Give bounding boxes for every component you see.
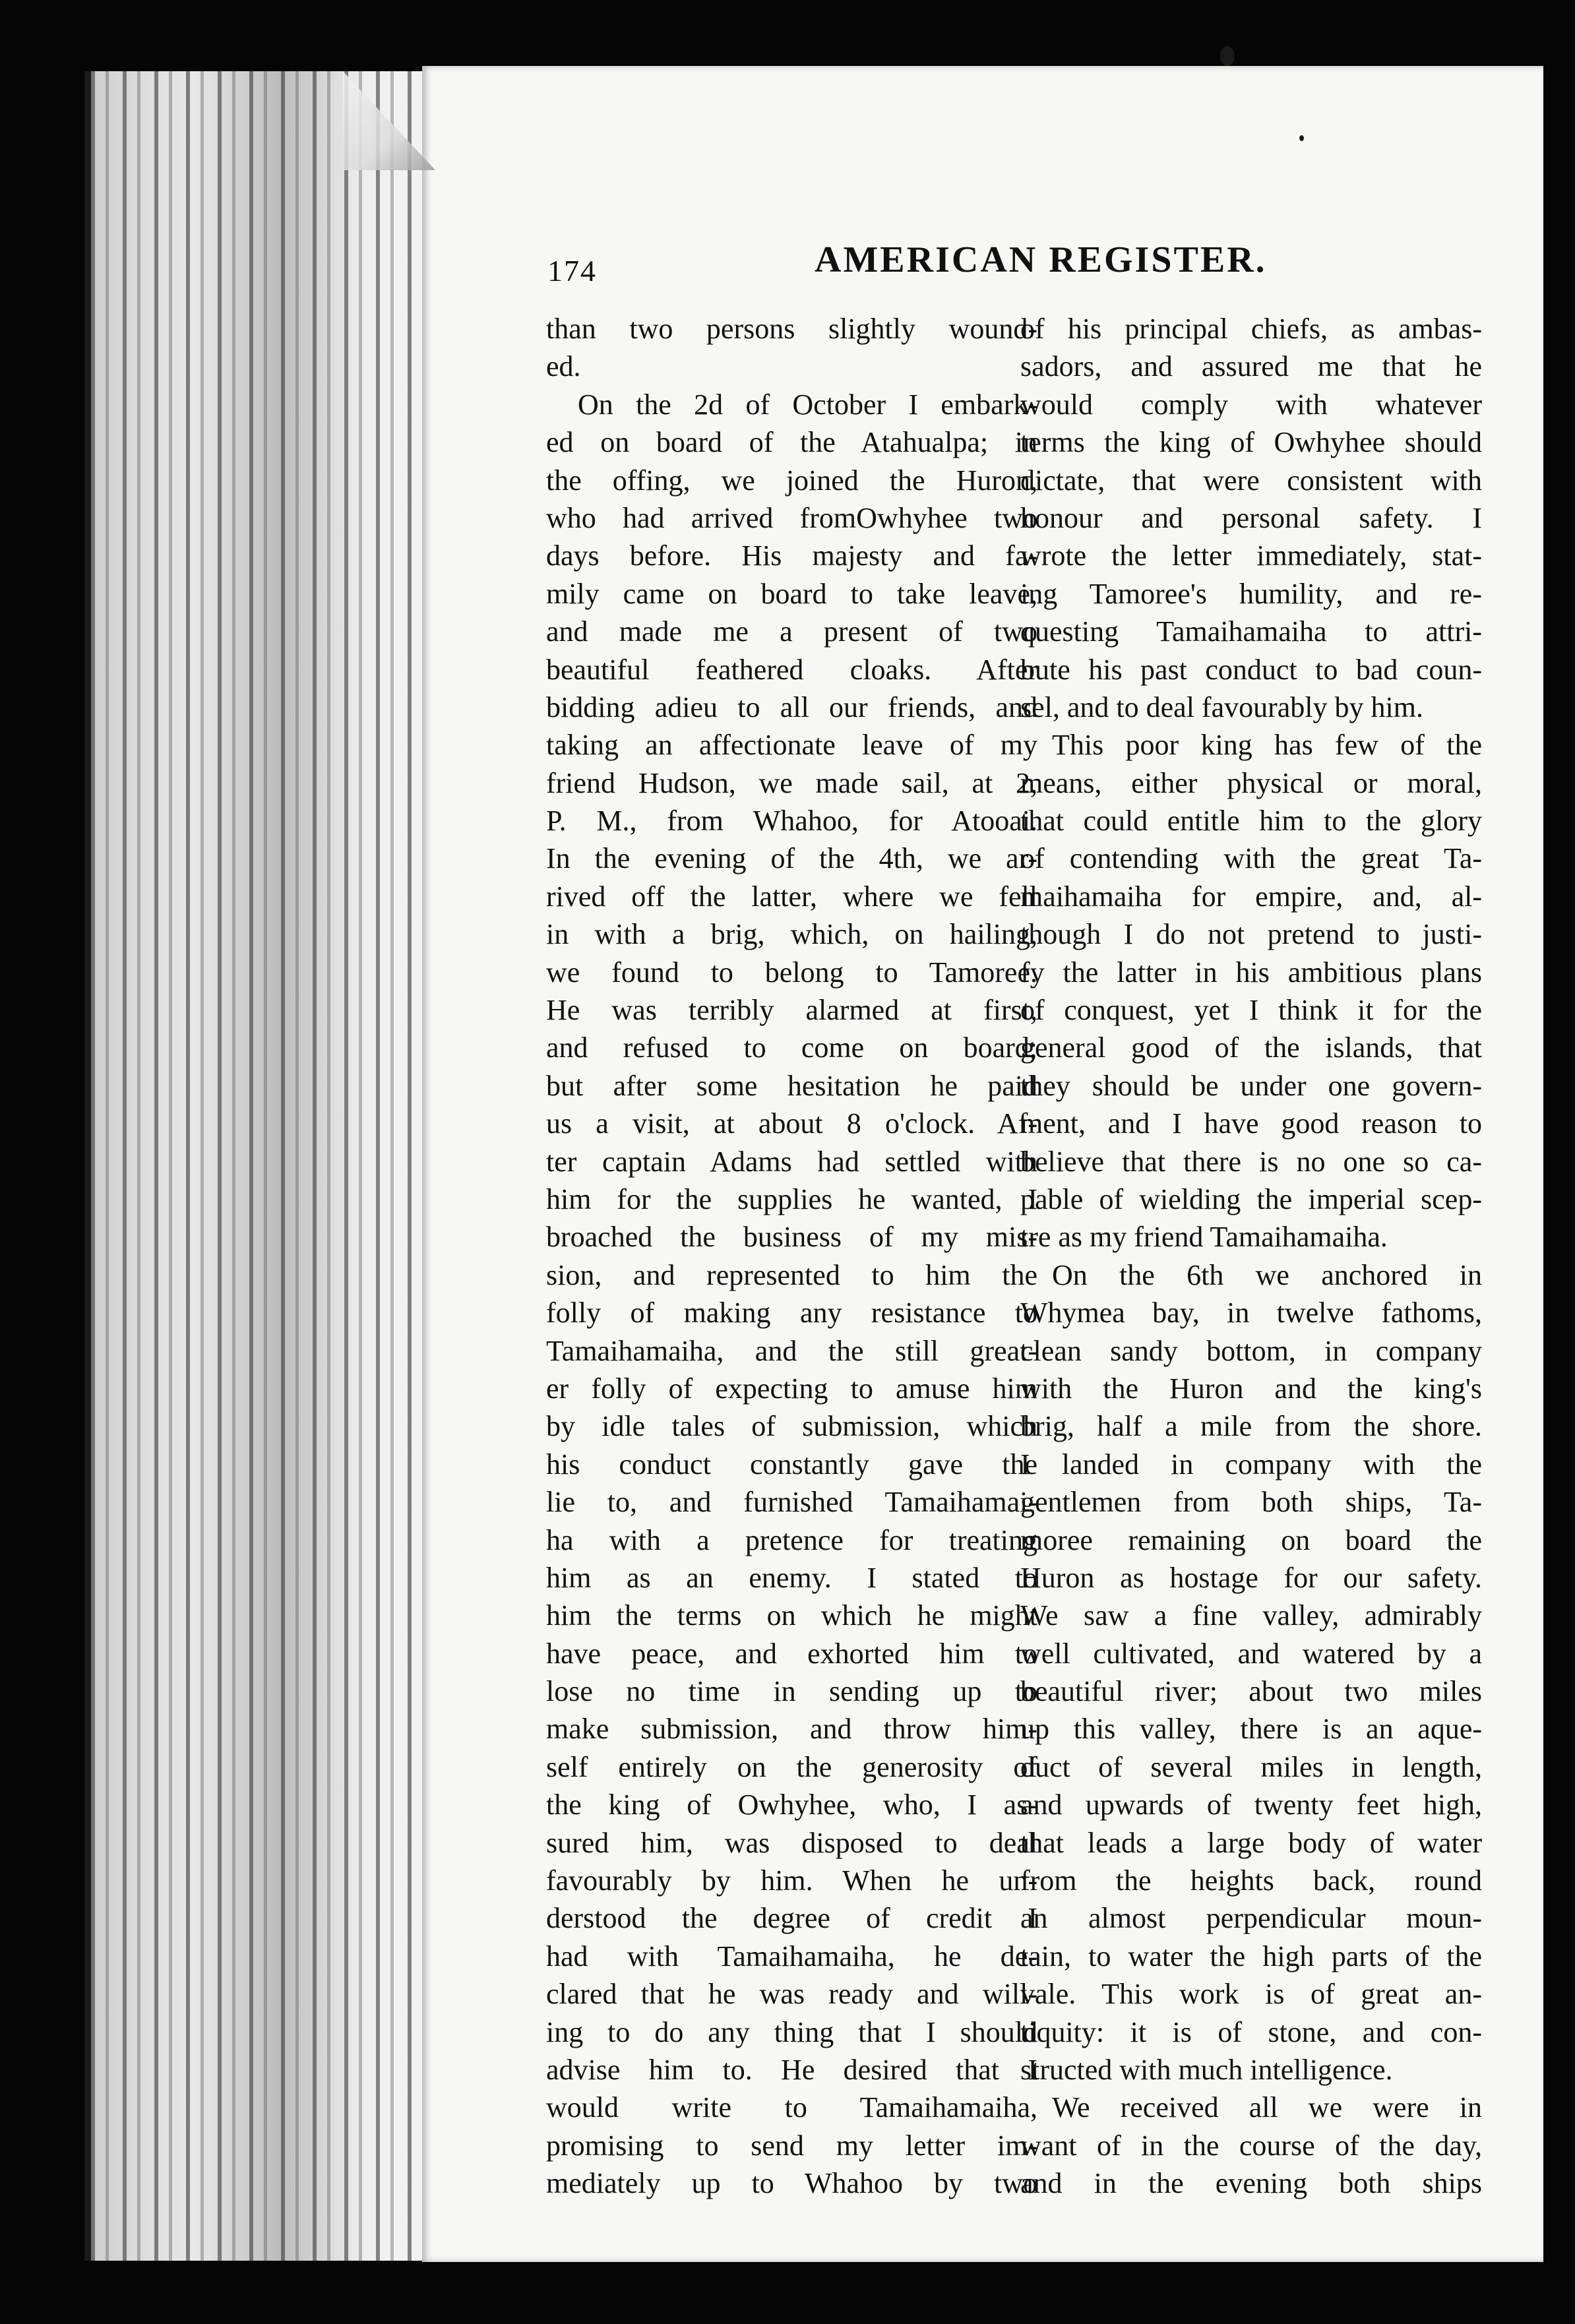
scan-speck [1299, 135, 1304, 141]
text-line: ha with a pretence for treating [546, 1523, 1037, 1556]
text-line: that leads a large body of water [1020, 1826, 1482, 1859]
text-line: from the heights back, round [1020, 1864, 1482, 1897]
text-line: moree remaining on board the [1020, 1523, 1482, 1556]
text-line: well cultivated, and watered by a [1020, 1637, 1482, 1670]
book-gutter-edge [84, 71, 434, 2261]
text-line: means, either physical or moral, [1020, 766, 1482, 799]
text-line: want of in the course of the day, [1020, 2129, 1482, 2162]
page-header [547, 239, 1537, 291]
text-line: favourably by him. When he un- [546, 1864, 1037, 1897]
text-line: would comply with whatever [1020, 388, 1482, 421]
text-line: I landed in company with the [1020, 1448, 1482, 1481]
text-line: pable of wielding the imperial scep- [1020, 1182, 1482, 1215]
text-line: broached the business of my mis- [546, 1221, 1037, 1254]
scan-speck [1220, 46, 1235, 66]
text-line: terms the king of Owhyhee should [1020, 426, 1482, 459]
text-line: folly of making any resistance to [546, 1297, 1037, 1330]
text-line: We saw a fine valley, admirably [1020, 1599, 1482, 1632]
text-line: sion, and represented to him the [546, 1258, 1037, 1291]
text-line: Tamaihamaiha, and the still great- [546, 1334, 1037, 1367]
text-line: sel, and to deal favourably by him. [1020, 690, 1423, 723]
text-line: dictate, that were consistent with [1020, 464, 1482, 497]
text-line: mediately up to Whahoo by two [546, 2167, 1037, 2200]
text-line: ment, and I have good reason to [1020, 1107, 1482, 1140]
text-line: fy the latter in his ambitious plans [1020, 956, 1482, 989]
text-line: bidding adieu to all our friends, and [546, 690, 1037, 723]
text-line: structed with much intelligence. [1020, 2053, 1393, 2086]
text-line: sadors, and assured me that he [1020, 350, 1482, 383]
text-line: We received all we were in [1052, 2091, 1482, 2124]
text-line: general good of the islands, that [1020, 1031, 1482, 1064]
text-line: On the 6th we anchored in [1052, 1258, 1482, 1291]
text-line: He was terribly alarmed at first, [546, 994, 1037, 1027]
text-line: ing Tamoree's humility, and re- [1020, 577, 1482, 610]
text-line: him as an enemy. I stated to [546, 1561, 1037, 1594]
text-line: us a visit, at about 8 o'clock. Af- [546, 1107, 1037, 1140]
text-line: days before. His majesty and fa- [546, 539, 1037, 572]
text-line: advise him to. He desired that I [546, 2053, 1037, 2086]
text-line: taking an affectionate leave of my [546, 729, 1037, 762]
text-line: Whymea bay, in twelve fathoms, [1020, 1297, 1482, 1330]
text-line: bute his past conduct to bad coun- [1020, 653, 1482, 686]
text-line: his conduct constantly gave the [546, 1448, 1037, 1481]
text-line: friend Hudson, we made sail, at 2, [546, 766, 1037, 799]
text-line: him the terms on which he might [546, 1599, 1037, 1632]
text-line: of conquest, yet I think it for the [1020, 994, 1482, 1027]
text-line: ter captain Adams had settled with [546, 1145, 1037, 1178]
text-line: maihamaiha for empire, and, al- [1020, 880, 1482, 913]
text-line: and refused to come on board; [546, 1031, 1037, 1064]
text-line: Huron as hostage for our safety. [1020, 1561, 1482, 1594]
text-line: ing to do any thing that I should [546, 2015, 1037, 2048]
text-line: him for the supplies he wanted, I [546, 1182, 1037, 1215]
text-line: of his principal chiefs, as ambas- [1020, 313, 1482, 345]
text-line: than two persons slightly wound- [546, 313, 1037, 345]
text-column-left [546, 310, 1037, 2203]
text-line: er folly of expecting to amuse him [546, 1372, 1037, 1405]
running-head: AMERICAN REGISTER. [815, 239, 1267, 280]
text-line: promising to send my letter im- [546, 2129, 1037, 2162]
text-line: rived off the latter, where we fell [546, 880, 1037, 913]
text-line: self entirely on the generosity of [546, 1750, 1037, 1783]
text-line: in with a brig, which, on hailing, [546, 918, 1037, 951]
text-line: gentlemen from both ships, Ta- [1020, 1486, 1482, 1519]
text-column-right [1020, 310, 1482, 2203]
text-line: make submission, and throw him- [546, 1713, 1037, 1746]
text-line: have peace, and exhorted him to [546, 1637, 1037, 1670]
text-line: questing Tamaihamaiha to attri- [1020, 615, 1482, 648]
text-line: honour and personal safety. I [1020, 501, 1482, 534]
text-line: clean sandy bottom, in company [1020, 1334, 1482, 1367]
text-line: and in the evening both ships [1020, 2167, 1482, 2200]
text-line: beautiful feathered cloaks. After [546, 653, 1037, 686]
text-line: lose no time in sending up to [546, 1675, 1037, 1708]
text-line: This poor king has few of the [1052, 729, 1482, 762]
text-line: but after some hesitation he paid [546, 1069, 1037, 1102]
text-line: though I do not pretend to justi- [1020, 918, 1482, 951]
text-line: In the evening of the 4th, we ar- [546, 842, 1037, 875]
text-line: with the Huron and the king's [1020, 1372, 1482, 1405]
text-line: mily came on board to take leave, [546, 577, 1037, 610]
text-line: by idle tales of submission, which [546, 1410, 1037, 1443]
text-line: believe that there is no one so ca- [1020, 1145, 1482, 1178]
text-line: had with Tamaihamaiha, he de- [546, 1940, 1037, 1972]
text-line: and upwards of twenty feet high, [1020, 1789, 1482, 1821]
text-line: vale. This work is of great an- [1020, 1978, 1482, 2011]
text-line: they should be under one govern- [1020, 1069, 1482, 1102]
page-number: 174 [547, 254, 597, 288]
text-line: tain, to water the high parts of the [1020, 1940, 1482, 1972]
text-line: who had arrived fromOwhyhee two [546, 501, 1037, 534]
text-line: that could entitle him to the glory [1020, 805, 1482, 838]
text-line: P. M., from Whahoo, for Atooai. [546, 805, 1037, 838]
text-line: ed. [546, 350, 581, 383]
text-line: and made me a present of two [546, 615, 1037, 648]
text-line: tre as my friend Tamaihamaiha. [1020, 1221, 1388, 1254]
text-line: would write to Tamaihamaiha, [546, 2091, 1037, 2124]
text-line: we found to belong to Tamoree. [546, 956, 1037, 989]
text-line: of contending with the great Ta- [1020, 842, 1482, 875]
text-line: lie to, and furnished Tamaihamai- [546, 1486, 1037, 1519]
text-line: duct of several miles in length, [1020, 1750, 1482, 1783]
text-line: the offing, we joined the Huron, [546, 464, 1037, 497]
text-line: an almost perpendicular moun- [1020, 1902, 1482, 1935]
text-line: up this valley, there is an aque- [1020, 1713, 1482, 1746]
text-line: clared that he was ready and will- [546, 1978, 1037, 2011]
text-line: the king of Owhyhee, who, I as- [546, 1789, 1037, 1821]
text-line: brig, half a mile from the shore. [1020, 1410, 1482, 1443]
text-line: On the 2d of October I embark- [578, 388, 1037, 421]
text-line: sured him, was disposed to deal [546, 1826, 1037, 1859]
text-line: beautiful river; about two miles [1020, 1675, 1482, 1708]
text-line: ed on board of the Atahualpa; in [546, 426, 1037, 459]
text-line: wrote the letter immediately, stat- [1020, 539, 1482, 572]
text-line: tiquity: it is of stone, and con- [1020, 2015, 1482, 2048]
text-line: derstood the degree of credit I [546, 1902, 1037, 1935]
